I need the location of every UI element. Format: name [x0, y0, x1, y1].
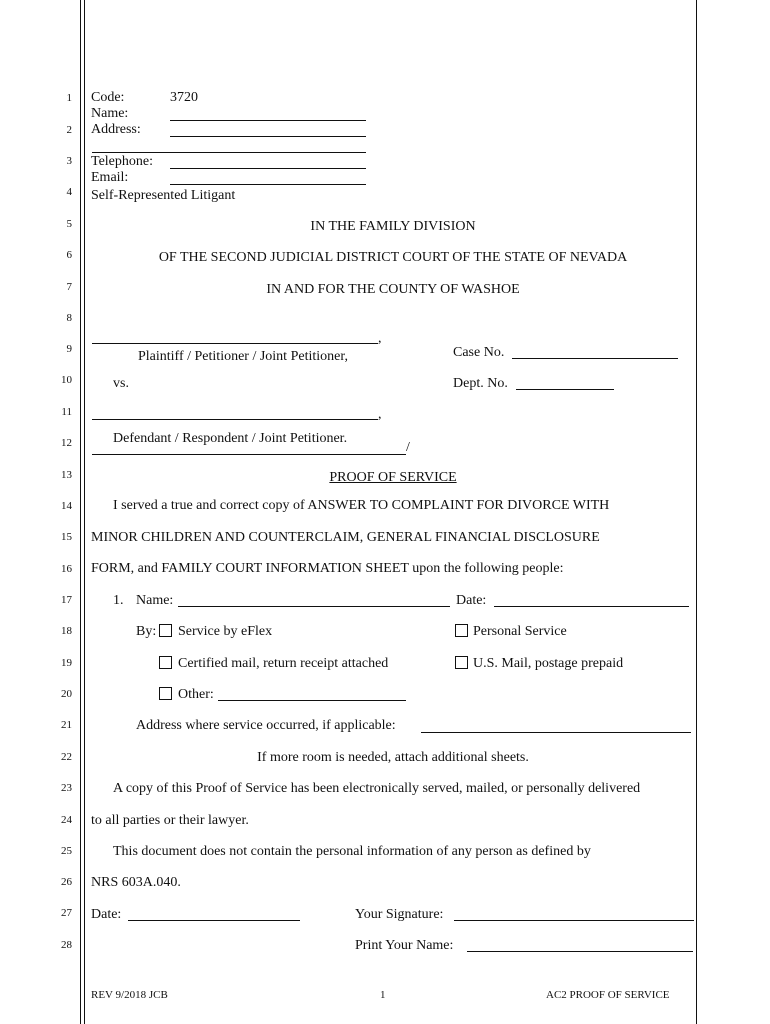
right-margin-rule — [696, 0, 697, 1024]
line-number: 5 — [66, 218, 72, 230]
telephone-label: Telephone: — [91, 154, 153, 169]
copy-statement-line-2: to all parties or their lawyer. — [91, 813, 249, 828]
privacy-statement-line-2: NRS 603A.040. — [91, 875, 181, 890]
other-field-line[interactable] — [218, 700, 406, 701]
personal-service-label: Personal Service — [473, 624, 567, 639]
line-number: 28 — [61, 939, 72, 951]
line-number: 24 — [61, 814, 72, 826]
eflex-checkbox[interactable] — [159, 624, 172, 637]
dept-no-label: Dept. No. — [453, 376, 508, 391]
line-number: 10 — [61, 374, 72, 386]
plaintiff-comma: , — [378, 331, 382, 346]
other-checkbox[interactable] — [159, 687, 172, 700]
other-label: Other: — [178, 687, 214, 702]
email-label: Email: — [91, 170, 129, 185]
served-date-label: Date: — [456, 593, 487, 608]
line-number: 12 — [61, 437, 72, 449]
line-number: 3 — [66, 155, 72, 167]
defendant-name-line[interactable] — [92, 419, 378, 420]
footer-page-number: 1 — [380, 989, 386, 1001]
line-number: 25 — [61, 845, 72, 857]
item-number: 1. — [113, 593, 124, 608]
signature-date-label: Date: — [91, 907, 122, 922]
line-number: 17 — [61, 594, 72, 606]
served-name-field-line[interactable] — [178, 606, 450, 607]
certified-mail-checkbox[interactable] — [159, 656, 172, 669]
your-signature-label: Your Signature: — [355, 907, 444, 922]
line-number: 7 — [66, 281, 72, 293]
served-date-field-line[interactable] — [494, 606, 689, 607]
plaintiff-label: Plaintiff / Petitioner / Joint Petitioner, — [138, 349, 348, 364]
telephone-field-line[interactable] — [170, 168, 366, 169]
print-name-label: Print Your Name: — [355, 938, 454, 953]
name-field-line[interactable] — [170, 120, 366, 121]
served-text-line-1: I served a true and correct copy of ANSWER TO COMPLAINT FOR DIVORCE WITH — [113, 498, 610, 513]
caption-closing-line — [92, 454, 406, 455]
line-number: 20 — [61, 688, 72, 700]
line-number: 6 — [66, 249, 72, 261]
defendant-label: Defendant / Respondent / Joint Petitioner. — [113, 431, 348, 446]
certified-mail-label: Certified mail, return receipt attached — [178, 656, 389, 671]
eflex-option-label: Service by eFlex — [178, 624, 273, 639]
address-field-line-1[interactable] — [170, 136, 366, 137]
self-represented-label: Self-Represented Litigant — [91, 188, 236, 203]
line-number: 21 — [61, 719, 72, 731]
court-county-heading: IN AND FOR THE COUNTY OF WASHOE — [266, 282, 520, 297]
line-number: 23 — [61, 782, 72, 794]
line-number: 14 — [61, 500, 72, 512]
us-mail-checkbox[interactable] — [455, 656, 468, 669]
address-label: Address: — [91, 122, 141, 137]
name-label: Name: — [91, 106, 129, 121]
by-label: By: — [136, 624, 157, 639]
line-number: 1 — [66, 92, 72, 104]
court-name-heading: OF THE SECOND JUDICIAL DISTRICT COURT OF THE STATE OF NEVADA — [158, 250, 628, 265]
left-margin-rule-inner — [84, 0, 85, 1024]
line-number: 27 — [61, 907, 72, 919]
plaintiff-name-line[interactable] — [92, 343, 378, 344]
line-number: 11 — [61, 406, 72, 418]
signature-date-field-line[interactable] — [128, 920, 300, 921]
line-number: 8 — [66, 312, 72, 324]
email-field-line[interactable] — [170, 184, 366, 185]
personal-service-checkbox[interactable] — [455, 624, 468, 637]
line-number: 22 — [61, 751, 72, 763]
your-signature-field-line[interactable] — [454, 920, 694, 921]
print-name-field-line[interactable] — [467, 951, 693, 952]
line-number: 19 — [61, 657, 72, 669]
court-division-heading: IN THE FAMILY DIVISION — [310, 219, 476, 234]
served-text-line-2: MINOR CHILDREN AND COUNTERCLAIM, GENERAL FINANCIAL DISCLOSURE — [91, 530, 600, 545]
left-margin-rule-outer — [80, 0, 81, 1024]
line-number: 2 — [66, 124, 72, 136]
line-number: 4 — [66, 186, 72, 198]
line-number: 15 — [61, 531, 72, 543]
case-no-field-line[interactable] — [512, 358, 678, 359]
footer-form-name: AC2 PROOF OF SERVICE — [546, 989, 670, 1001]
us-mail-label: U.S. Mail, postage prepaid — [473, 656, 624, 671]
line-number: 9 — [66, 343, 72, 355]
footer-revision: REV 9/2018 JCB — [91, 989, 168, 1001]
dept-no-field-line[interactable] — [516, 389, 614, 390]
vs-label: vs. — [113, 376, 129, 391]
more-room-note: If more room is needed, attach additional sheets. — [257, 750, 529, 765]
case-no-label: Case No. — [453, 345, 505, 360]
code-value: 3720 — [170, 90, 198, 105]
defendant-comma: , — [378, 407, 382, 422]
caption-slash: / — [406, 440, 410, 455]
address-field-line-2[interactable] — [92, 152, 366, 153]
line-number: 26 — [61, 876, 72, 888]
privacy-statement-line-1: This document does not contain the personal information of any person as defined by — [113, 844, 591, 859]
line-number: 16 — [61, 563, 72, 575]
served-name-label: Name: — [136, 593, 174, 608]
service-address-label: Address where service occurred, if applicable: — [136, 718, 396, 733]
line-number: 13 — [61, 469, 72, 481]
service-address-field-line[interactable] — [421, 732, 691, 733]
document-title — [90, 471, 696, 485]
copy-statement-line-1: A copy of this Proof of Service has been electronically served, mailed, or personally delivered — [113, 781, 641, 796]
document-title-text: PROOF OF SERVICE — [329, 470, 457, 485]
line-number: 18 — [61, 625, 72, 637]
served-text-line-3: FORM, and FAMILY COURT INFORMATION SHEET upon the following people: — [91, 561, 564, 576]
code-label: Code: — [91, 90, 125, 105]
